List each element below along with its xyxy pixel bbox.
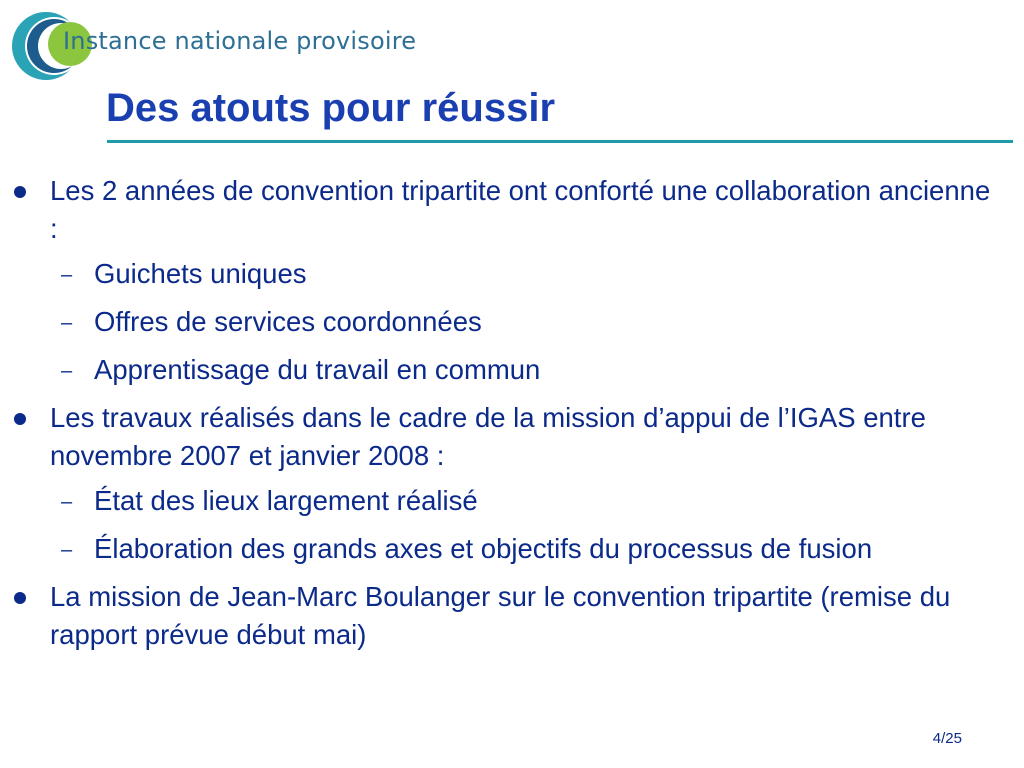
- bullet-icon: [14, 413, 26, 425]
- bullet-text: Guichets uniques: [94, 258, 307, 289]
- dash-icon: –: [61, 360, 73, 382]
- bullet-text: La mission de Jean-Marc Boulanger sur le convention tripartite (remise du rapport prévue début mai): [50, 581, 951, 650]
- sub-bullet-item: [0, 303, 1004, 341]
- bullet-text: Les travaux réalisés dans le cadre de la mission d’appui de l’IGAS entre novembre 2007 et janvier 2008 :: [50, 402, 926, 471]
- dash-icon: –: [61, 312, 73, 334]
- dash-icon: –: [61, 264, 73, 286]
- slide-content: [0, 172, 1024, 661]
- dash-icon: –: [61, 491, 73, 513]
- bullet-text: État des lieux largement réalisé: [94, 485, 478, 516]
- slide-title: Des atouts pour réussir: [106, 86, 556, 130]
- org-name: Instance nationale provisoire: [63, 27, 417, 55]
- bullet-icon: [14, 592, 26, 604]
- bullet-text: Apprentissage du travail en commun: [94, 354, 541, 385]
- bullet-icon: [14, 186, 26, 198]
- sub-bullet-item: [0, 482, 1004, 520]
- bullet-item: [0, 172, 1005, 248]
- bullet-item: [0, 399, 1005, 475]
- title-divider: [107, 140, 1013, 143]
- sub-bullet-item: [0, 255, 1004, 293]
- bullet-text: Les 2 années de convention tripartite ont conforté une collaboration ancienne :: [50, 175, 991, 244]
- sub-bullet-item: [0, 530, 1004, 568]
- bullet-text: Élaboration des grands axes et objectifs du processus de fusion: [94, 533, 873, 564]
- dash-icon: –: [61, 539, 73, 561]
- bullet-item: [0, 578, 1005, 654]
- sub-bullet-item: [0, 351, 1004, 389]
- bullet-text: Offres de services coordonnées: [94, 306, 482, 337]
- page-number: 4/25: [932, 730, 962, 747]
